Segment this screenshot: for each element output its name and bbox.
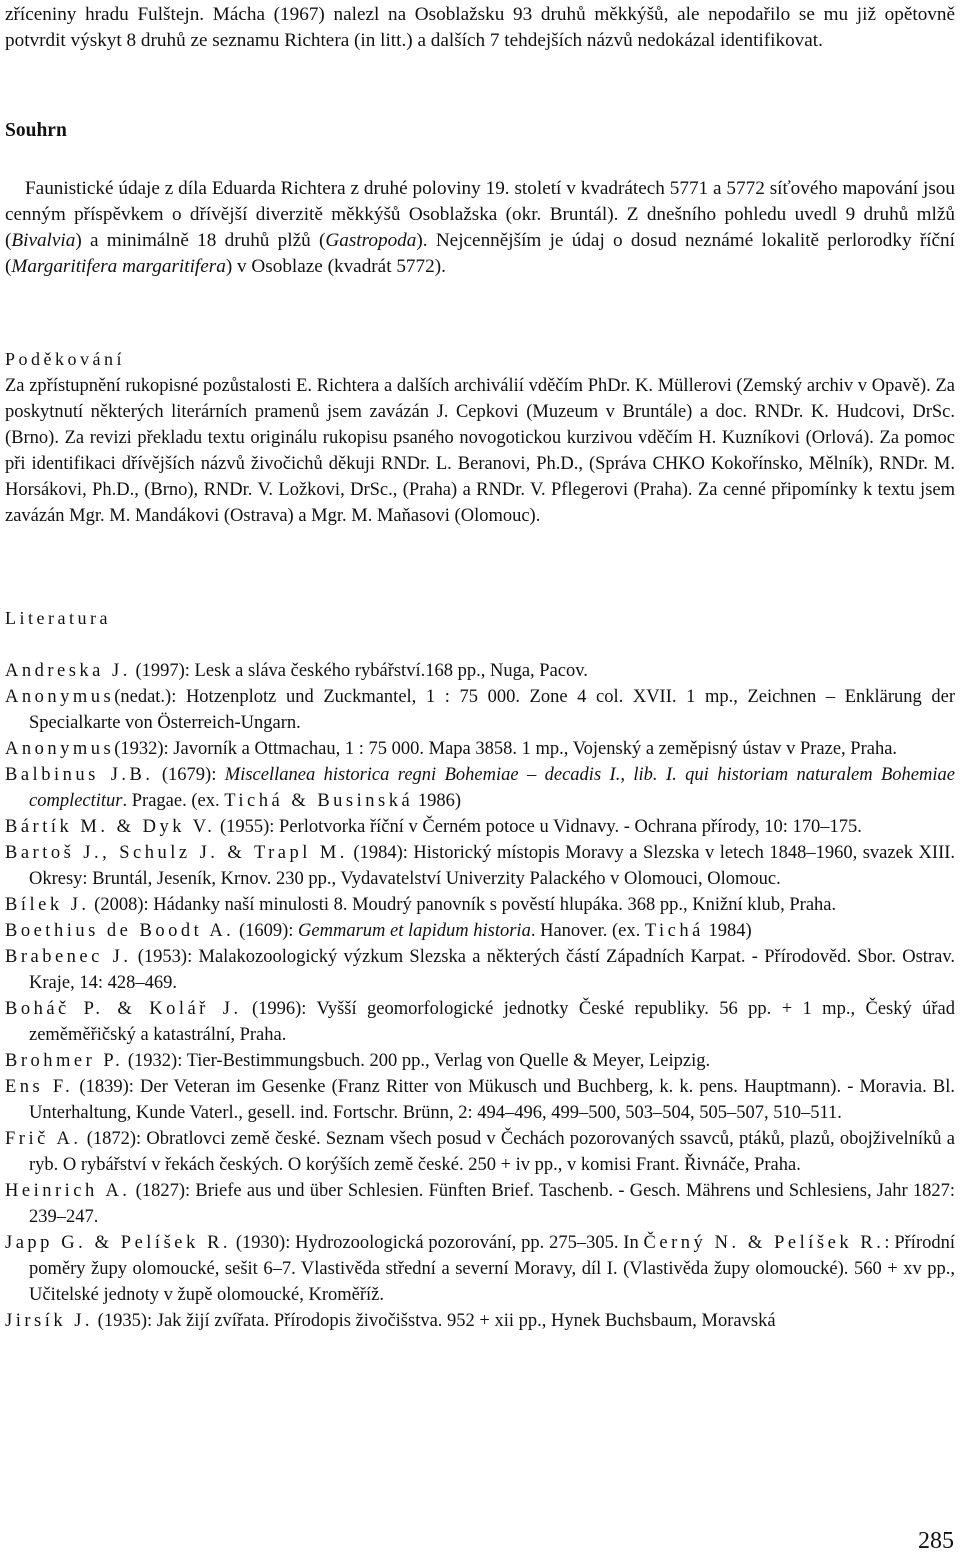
reference-author: Anonymus xyxy=(5,739,115,759)
reference-author: Brohmer P. xyxy=(5,1051,124,1071)
reference-author: Frič A. xyxy=(5,1129,82,1149)
reference-author: Jirsík J. xyxy=(5,1311,94,1331)
reference-item: Andreska J. (1997): Lesk a sláva českého rybářství.168 pp., Nuga, Pacov. xyxy=(5,661,588,681)
reference-author: Boethius de Boodt A. xyxy=(5,921,235,941)
summary-bivalvia: Bivalvia xyxy=(11,230,76,251)
reference-item: Brabenec J. (1953): Malakozoologický výzkum Slezska a některých částí Západních Karpat. - Přírodověd. Sbor. Ostrav. Kraje, 14: 428–469. xyxy=(5,947,955,993)
reference-item: Heinrich A. (1827): Briefe aus und über Schlesien. Fünften Brief. Taschenb. - Gesch. Mährens und Schlesiens, Jahr 1827: 239–247. xyxy=(5,1181,956,1227)
reference-author: Anonymus xyxy=(5,687,115,707)
summary-heading: Souhrn xyxy=(5,120,67,141)
reference-item: Anonymus(nedat.): Hotzenplotz und Zuckmantel, 1 : 75 000. Zone 4 col. XVII. 1 mp., Zeichnen – Enklärung der Specialkarte von Österreich-Ungarn. xyxy=(5,687,955,733)
literature-heading: Literatura xyxy=(5,608,111,628)
summary-gastropoda: Gastropoda xyxy=(325,230,417,251)
reference-author: Andreska J. xyxy=(5,661,131,681)
summary-text-2: ) a minimálně 18 druhů plžů ( xyxy=(75,230,326,251)
reference-item: Japp G. & Pelíšek R. (1930): Hydrozoologická pozorování, pp. 275–305. In Černý N. & Pelíšek R.: Přírodní poměry župy olomoucké, sešit 6–7. Vlastivěda střední a severní Moravy, díl I. (Vlastivěda župy olomoucké). 560 + xv pp., Učitelské jednoty v župě olomoucké, Kroměříž. xyxy=(5,1233,955,1305)
reference-item: Balbinus J.B. (1679): Miscellanea historica regni Bohemiae – decadis I., lib. I. qui historiam naturalem Bohemiae complectitur. Pragae. (ex. Tichá & Businská 1986) xyxy=(5,765,955,811)
reference-item: Boethius de Boodt A. (1609): Gemmarum et lapidum historia. Hanover. (ex. Tichá 1984) xyxy=(5,921,752,941)
reference-author: Boháč P. & Kolář J. xyxy=(5,999,242,1019)
reference-item: Ens F. (1839): Der Veteran im Gesenke (Franz Ritter von Mükusch und Buchberg, k. k. pens. Hauptmann). - Moravia. Bl. Unterhaltung, Kunde Vaterl., gesell. ind. Fortschr. Brünn, 2: 494–496, 499–500, 503–504, 505–507, 510–511. xyxy=(5,1077,955,1123)
reference-item: Bílek J. (2008): Hádanky naší minulosti 8. Moudrý panovník s pověstí hlupáka. 368 pp., Knižní klub, Praha. xyxy=(5,895,837,915)
summary-text-4: ) v Osoblaze (kvadrát 5772). xyxy=(225,256,446,277)
acknowledgements-text: Za zpřístupnění rukopisné pozůstalosti E. Richtera a dalších archiválií vděčím PhDr. K. Müllerovi (Zemský archiv v Opavě). Za poskytnutí některých literárních pramenů jsem zavázán J. Cepkovi (Muzeum v Bruntále) a doc. RNDr. K. Hudcovi, DrSc. (Brno). Za revizi překladu textu originálu rukopisu psaného novogotickou kurzivou vděčím H. Kuzníkovi (Orlová). Za pomoc při identifikaci dřívějších názvů živočichů děkuji RNDr. L. Beranovi, Ph.D., (Správa CHKO Kokořínsko, Mělník), RNDr. M. Horsákovi, Ph.D., (Brno), RNDr. V. Ložkovi, DrSc., (Praha) a RNDr. V. Pflegerovi (Praha). Za cenné připomínky k textu jsem zavázán Mgr. M. Mandákovi (Ostrava) a Mgr. M. Maňasovi (Olomouc). xyxy=(5,376,955,526)
summary-margaritifera: Margaritifera margaritifera xyxy=(11,256,226,277)
reference-author: Heinrich A. xyxy=(5,1181,131,1201)
reference-author: Bártík M. & Dyk V. xyxy=(5,817,216,837)
reference-list xyxy=(5,658,955,1334)
summary-paragraph xyxy=(5,176,955,280)
reference-author: Balbinus J.B. xyxy=(5,765,154,785)
reference-item: Bartoš J., Schulz J. & Trapl M. (1984): Historický místopis Moravy a Slezska v letech 1848–1960, svazek XIII. Okresy: Bruntál, Jeseník, Krnov. 230 pp., Vydavatelství Univerzity Palackého v Olomouci, Olomouc. xyxy=(5,843,956,889)
reference-item: Anonymus(1932): Javorník a Ottmachau, 1 : 75 000. Mapa 3858. 1 mp., Vojenský a zeměpisný ústav v Praze, Praha. xyxy=(5,739,898,759)
summary-text-1: Faunistické údaje z díla Eduarda Richtera z druhé poloviny 19. století v kvadrátech 5771 a 5772 síťového mapování jsou cenným příspěvkem o dřívější diverzitě měkkýšů Osoblažska (okr. Bruntál). Z dnešního pohledu uvedl 9 druhů mlžů ( xyxy=(5,178,955,251)
reference-item: Bártík M. & Dyk V. (1955): Perlotvorka říční v Černém potoce u Vidnavy. - Ochrana přírody, 10: 170–175. xyxy=(5,817,862,837)
reference-item: Jirsík J. (1935): Jak žijí zvířata. Přírodopis živočišstva. 952 + xii pp., Hynek Buchsbaum, Moravská xyxy=(5,1311,776,1331)
page-number: 285 xyxy=(918,1528,954,1554)
reference-author: Ens F. xyxy=(5,1077,74,1097)
intro-paragraph: zříceniny hradu Fulštejn. Mácha (1967) nalezl na Osoblažsku 93 druhů měkkýšů, ale nepodařilo se mu již opětovně potvrdit výskyt 8 druhů ze seznamu Richtera (in litt.) a dalších 7 tehdejších názvů nedokázal identifikovat. xyxy=(5,4,955,51)
acknowledgements-heading: Poděkování xyxy=(5,349,125,369)
reference-author: Brabenec J. xyxy=(5,947,132,967)
reference-author: Bílek J. xyxy=(5,895,90,915)
reference-item: Frič A. (1872): Obratlovci země české. Seznam všech posud v Čechách pozorovaných ssavců, ptáků, plazů, obojživelníků a ryb. O rybářství v řekách českých. O korýších země české. 250 + iv pp., v komisi Frant. Řivnáče, Praha. xyxy=(5,1129,955,1175)
reference-author: Bartoš J., Schulz J. & Trapl M. xyxy=(5,843,348,863)
summary-text-3: ). Nejcennějším je údaj o dosud neznámé lokalitě perlorodky říční ( xyxy=(5,230,955,277)
reference-author: Japp G. & Pelíšek R. xyxy=(5,1233,232,1253)
reference-item: Brohmer P. (1932): Tier-Bestimmungsbuch. 200 pp., Verlag von Quelle & Meyer, Leipzig. xyxy=(5,1051,711,1071)
reference-item: Boháč P. & Kolář J. (1996): Vyšší geomorfologické jednotky České republiky. 56 pp. + 1 mp., Český úřad zeměměřičský a katastrální, Praha. xyxy=(5,999,955,1045)
